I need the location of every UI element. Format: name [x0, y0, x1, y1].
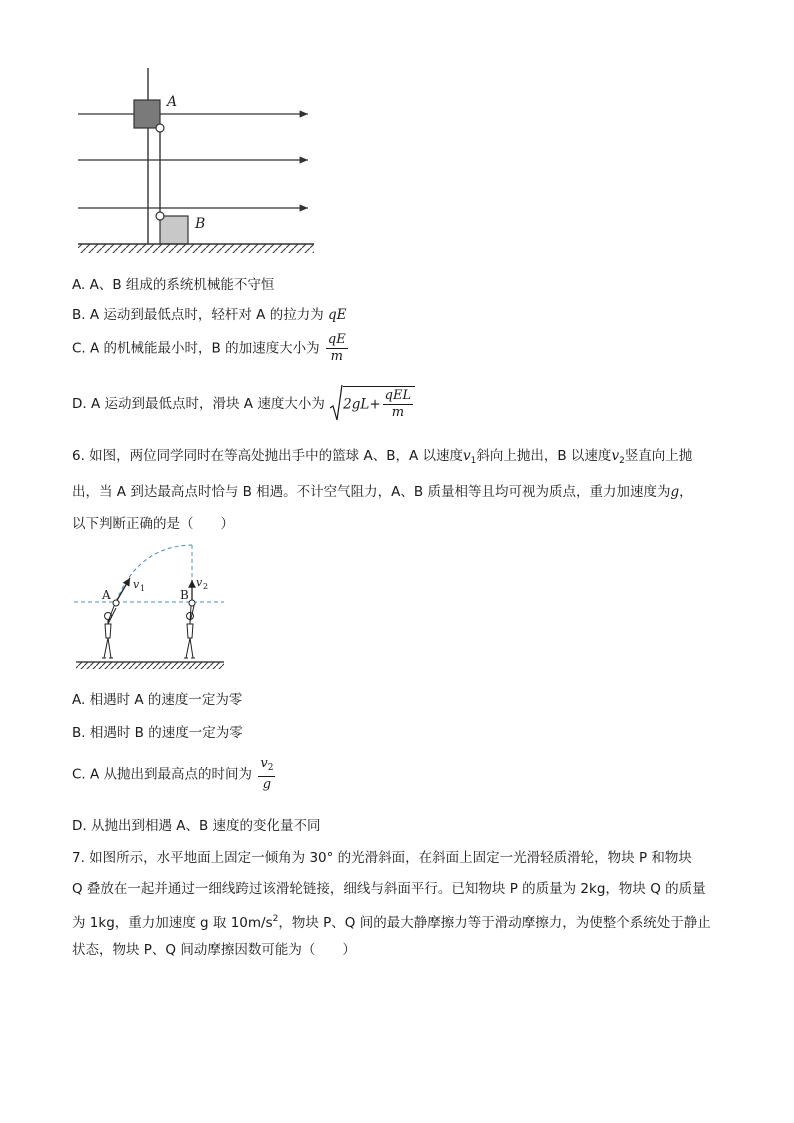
- block-a: [134, 100, 160, 128]
- q5-option-c-text: C. A 的机械能最小时，B 的加速度大小为: [72, 340, 320, 357]
- q6-option-c-fraction: [258, 756, 275, 793]
- v2-symbol: v: [611, 448, 620, 464]
- q6-option-c-subscript: 2: [267, 763, 274, 773]
- q6-stem-line-2: [72, 482, 693, 502]
- q5-option-c-fraction: [326, 332, 348, 365]
- q5-option-c-denominator: m: [330, 349, 343, 364]
- q5-option-b: [72, 305, 347, 325]
- q5-option-d-text: D. A 运动到最低点时，滑块 A 速度大小为: [72, 396, 325, 412]
- person-a-icon: [102, 606, 116, 658]
- g-symbol: g: [670, 484, 680, 500]
- q7-superscript: 2: [272, 914, 279, 924]
- v2-subscript: 2: [619, 456, 625, 466]
- fig2-label-v2: v: [196, 576, 203, 589]
- q5-option-c: [72, 332, 350, 372]
- q5-option-b-expr: qE: [328, 307, 347, 323]
- figure-basketball-throw: [72, 540, 242, 675]
- q7-stem-text-3a: 为 1kg，重力加速度 g 取 10m/s: [72, 915, 273, 931]
- ground-hatch-2: [76, 662, 224, 669]
- v1-subscript: 1: [470, 456, 477, 466]
- q5-option-d-plus: +: [369, 396, 381, 412]
- label-b: B: [195, 216, 206, 232]
- fig2-label-a: A: [102, 588, 111, 602]
- q7-stem-text-3b: ，物块 P、Q 间的最大静摩擦力等于滑动摩擦力，为使整个系统处于静止: [278, 915, 711, 931]
- sqrt-sign-icon: [329, 384, 343, 424]
- q6-stem-line-3: 以下判断正确的是（ ）: [72, 516, 234, 532]
- q7-stem-line-2: Q 叠放在一起并通过一细线跨过该滑轮链接，细线与斜面平行。已知物块 P 的质量为 2kg，物块 Q 的质量: [72, 881, 706, 897]
- q5-option-d-sqrt: [329, 384, 415, 424]
- q6-option-d: D. 从抛出到相遇 A、B 速度的变化量不同: [72, 818, 321, 834]
- q6-stem-text-4: 出，当 A 到达最高点时恰与 B 相遇。不计空气阻力，A、B 质量相等且均可视为质点，重力加速度为: [72, 484, 671, 500]
- q6-option-b: B. 相遇时 B 的速度一定为零: [72, 725, 243, 741]
- q5-option-d-term: 2gL: [343, 396, 370, 412]
- fig2-label-b: B: [180, 588, 189, 602]
- q5-option-c-numerator: qE: [327, 332, 346, 347]
- q6-stem-text-2: 斜向上抛出，B 以速度: [476, 448, 612, 464]
- q6-stem-text-3: 竖直向上抛: [624, 448, 693, 464]
- ball-b: [189, 600, 195, 606]
- q6-option-c-v: v: [260, 756, 268, 771]
- q6-option-c: [72, 756, 277, 800]
- q6-stem-text-1: 6. 如图，两位同学同时在等高处抛出手中的篮球 A、B，A 以速度: [72, 448, 463, 464]
- hinge-a: [156, 124, 164, 132]
- velocity-v1-arrow: [116, 578, 130, 602]
- q5-option-b-text: B. A 运动到最低点时，轻杆对 A 的拉力为: [72, 307, 324, 323]
- q5-option-d-numerator: qEL: [384, 387, 412, 403]
- q5-option-a: A. A、B 组成的系统机械能不守恒: [72, 277, 275, 293]
- q7-stem-line-4: 状态，物块 P、Q 间动摩擦因数可能为（ ）: [72, 942, 356, 958]
- ball-a: [113, 600, 119, 606]
- q7-stem-line-1: 7. 如图所示，水平地面上固定一倾角为 30° 的光滑斜面，在斜面上固定一光滑轻质滑轮，物块 P 和物块: [72, 850, 692, 866]
- fig2-label-v2-sub: 2: [203, 582, 209, 591]
- q5-option-d: [72, 384, 415, 428]
- q7-stem-line-3: [72, 909, 711, 933]
- person-b-icon: [184, 606, 195, 658]
- fig2-label-v1-sub: 1: [140, 584, 146, 593]
- q6-option-c-text: C. A 从抛出到最高点的时间为: [72, 766, 253, 783]
- figure-electric-field-blocks: [70, 64, 330, 264]
- hinge-b: [156, 212, 164, 220]
- q5-option-d-fraction: [383, 388, 413, 421]
- q6-stem-text-5: ，: [679, 484, 693, 500]
- q6-stem-line-1: [72, 446, 692, 471]
- v1-symbol: v: [463, 448, 471, 464]
- q6-option-c-numerator: [258, 756, 275, 777]
- ground-hatch: [78, 244, 314, 253]
- q6-option-c-denominator: g: [262, 777, 272, 792]
- label-a: A: [167, 94, 178, 110]
- fig2-label-v1: v: [133, 578, 140, 591]
- block-b: [160, 216, 188, 244]
- q5-option-d-denominator: m: [391, 404, 405, 420]
- q6-option-a: A. 相遇时 A 的速度一定为零: [72, 692, 243, 708]
